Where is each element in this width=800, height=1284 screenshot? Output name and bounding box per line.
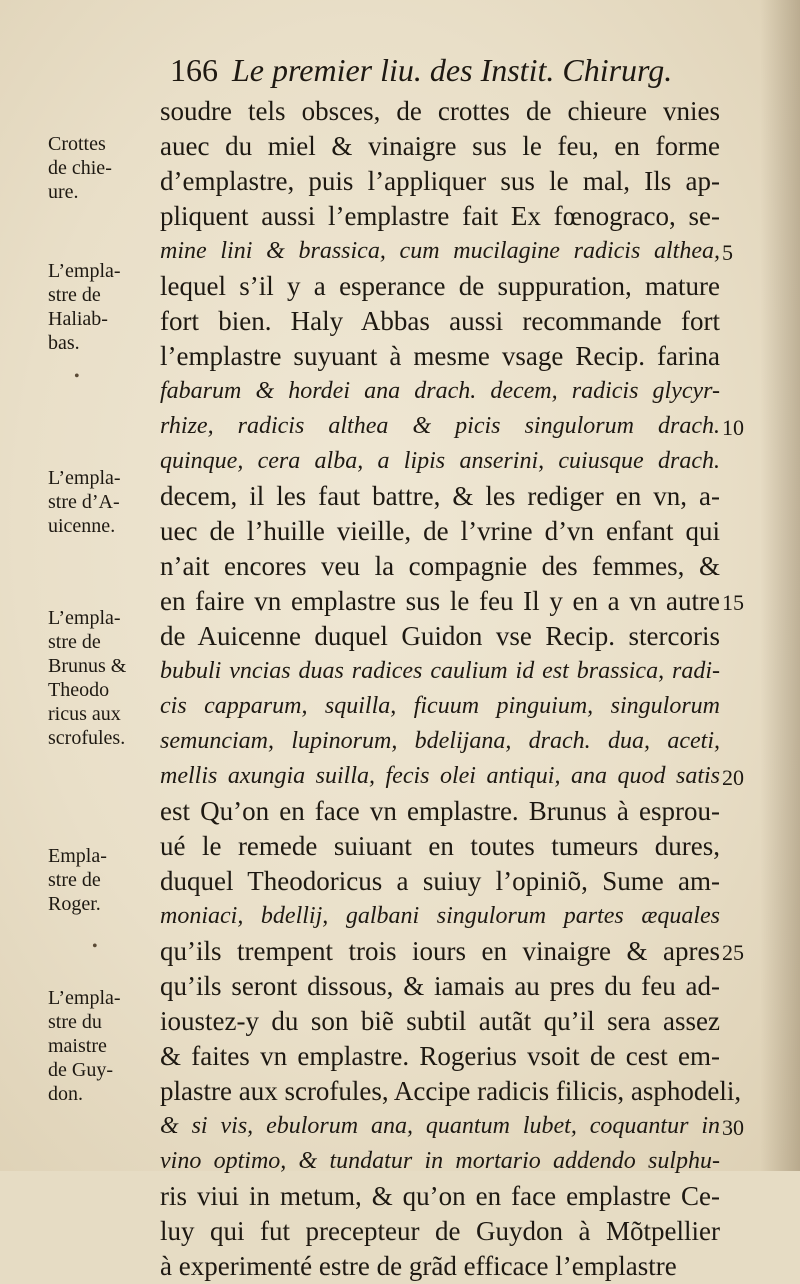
page-number: 166 <box>170 52 218 88</box>
text-line: pliquent aussi l’emplastre fait Ex fœnograco, se- <box>160 201 720 231</box>
line-number: 15 <box>722 590 744 615</box>
line-number: 25 <box>722 940 744 965</box>
text-line: rhize, radicis althea & picis singulorum drach. <box>160 413 720 439</box>
text-line: bubuli vncias duas radices caulium id est brassica, radi- <box>160 658 720 684</box>
text-line: n’ait encores veu la compagnie des femmes, & <box>160 551 720 581</box>
text-line: semunciam, lupinorum, bdelijana, drach. dua, aceti, <box>160 728 720 754</box>
text-line: en faire vn emplastre sus le feu Il y en a vn autre <box>160 586 720 616</box>
text-line: cis capparum, squilla, ficuum pinguium, singulorum <box>160 693 720 719</box>
text-line: auec du miel & vinaigre sus le feu, en forme <box>160 131 720 161</box>
text-line: ris viui in metum, & qu’on en face emplastre Ce- <box>160 1181 720 1211</box>
line-number: 20 <box>722 765 744 790</box>
text-line: luy qui fut precepteur de Guydon à Mõtpellier <box>160 1216 720 1246</box>
marginal-dot: • <box>92 938 98 955</box>
text-line: de Auicenne duquel Guidon vse Recip. stercoris <box>160 621 720 651</box>
text-line: decem, il les faut battre, & les rediger en vn, a- <box>160 481 720 511</box>
text-line: qu’ils seront dissous, & iamais au pres du feu ad- <box>160 971 720 1001</box>
text-line: est Qu’on en face vn emplastre. Brunus à esprou- <box>160 796 720 826</box>
line-number: 10 <box>722 415 744 440</box>
text-line: fort bien. Haly Abbas aussi recommande fort <box>160 306 720 336</box>
marginal-dot: • <box>74 368 80 385</box>
text-line: lequel s’il y a esperance de suppuration, mature <box>160 271 720 301</box>
text-line: moniaci, bdellij, galbani singulorum partes æquales <box>160 903 720 929</box>
text-line: & si vis, ebulorum ana, quantum lubet, coquantur in <box>160 1113 720 1139</box>
margin-note: Crottes de chie- ure. <box>48 133 112 203</box>
line-number: 5 <box>722 240 733 265</box>
text-line: mellis axungia suilla, fecis olei antiqui, ana quod satis <box>160 763 720 789</box>
text-line: qu’ils trempent trois iours en vinaigre & apres <box>160 936 720 966</box>
margin-note: L’empla- stre d’A- uicenne. <box>48 467 121 537</box>
text-line: & faites vn emplastre. Rogerius vsoit de cest em- <box>160 1041 720 1071</box>
text-line: duquel Theodoricus a suiuy l’opiniõ, Sume am- <box>160 866 720 896</box>
margin-note: Empla- stre de Roger. <box>48 845 107 915</box>
text-line: vino optimo, & tundatur in mortario addendo sulphu- <box>160 1148 720 1174</box>
text-line: quinque, cera alba, a lipis anserini, cuiusque drach. <box>160 448 720 474</box>
text-line: plastre aux scrofules, Accipe radicis filicis, asphodeli, <box>160 1076 742 1106</box>
text-line: ioustez-y du son biẽ subtil autãt qu’il sera assez <box>160 1006 720 1036</box>
text-line: l’emplastre suyuant à mesme vsage Recip. farina <box>160 341 720 371</box>
margin-note: L’empla- stre de Brunus & Theodo ricus aux scrofules. <box>48 607 127 749</box>
line-number: 30 <box>722 1115 744 1140</box>
text-line: à experimenté estre de grãd efficace l’emplastre <box>160 1251 677 1281</box>
text-line: soudre tels obsces, de crottes de chieure vnies <box>160 96 720 126</box>
text-line: fabarum & hordei ana drach. decem, radicis glycyr- <box>160 378 720 404</box>
margin-note: L’empla- stre du maistre de Guy- don. <box>48 987 121 1105</box>
running-title: Le premier liu. des Instit. Chirurg. <box>232 52 673 88</box>
text-line: uec de l’huille vieille, de l’vrine d’vn enfant qui <box>160 516 720 546</box>
text-line: d’emplastre, puis l’appliquer sus le mal, Ils ap- <box>160 166 720 196</box>
text-line: mine lini & brassica, cum mucilagine radicis althea, <box>160 238 720 264</box>
text-line: ué le remede suiuant en toutes tumeurs dures, <box>160 831 720 861</box>
margin-note: L’empla- stre de Haliab- bas. <box>48 260 121 354</box>
running-header <box>170 52 730 96</box>
